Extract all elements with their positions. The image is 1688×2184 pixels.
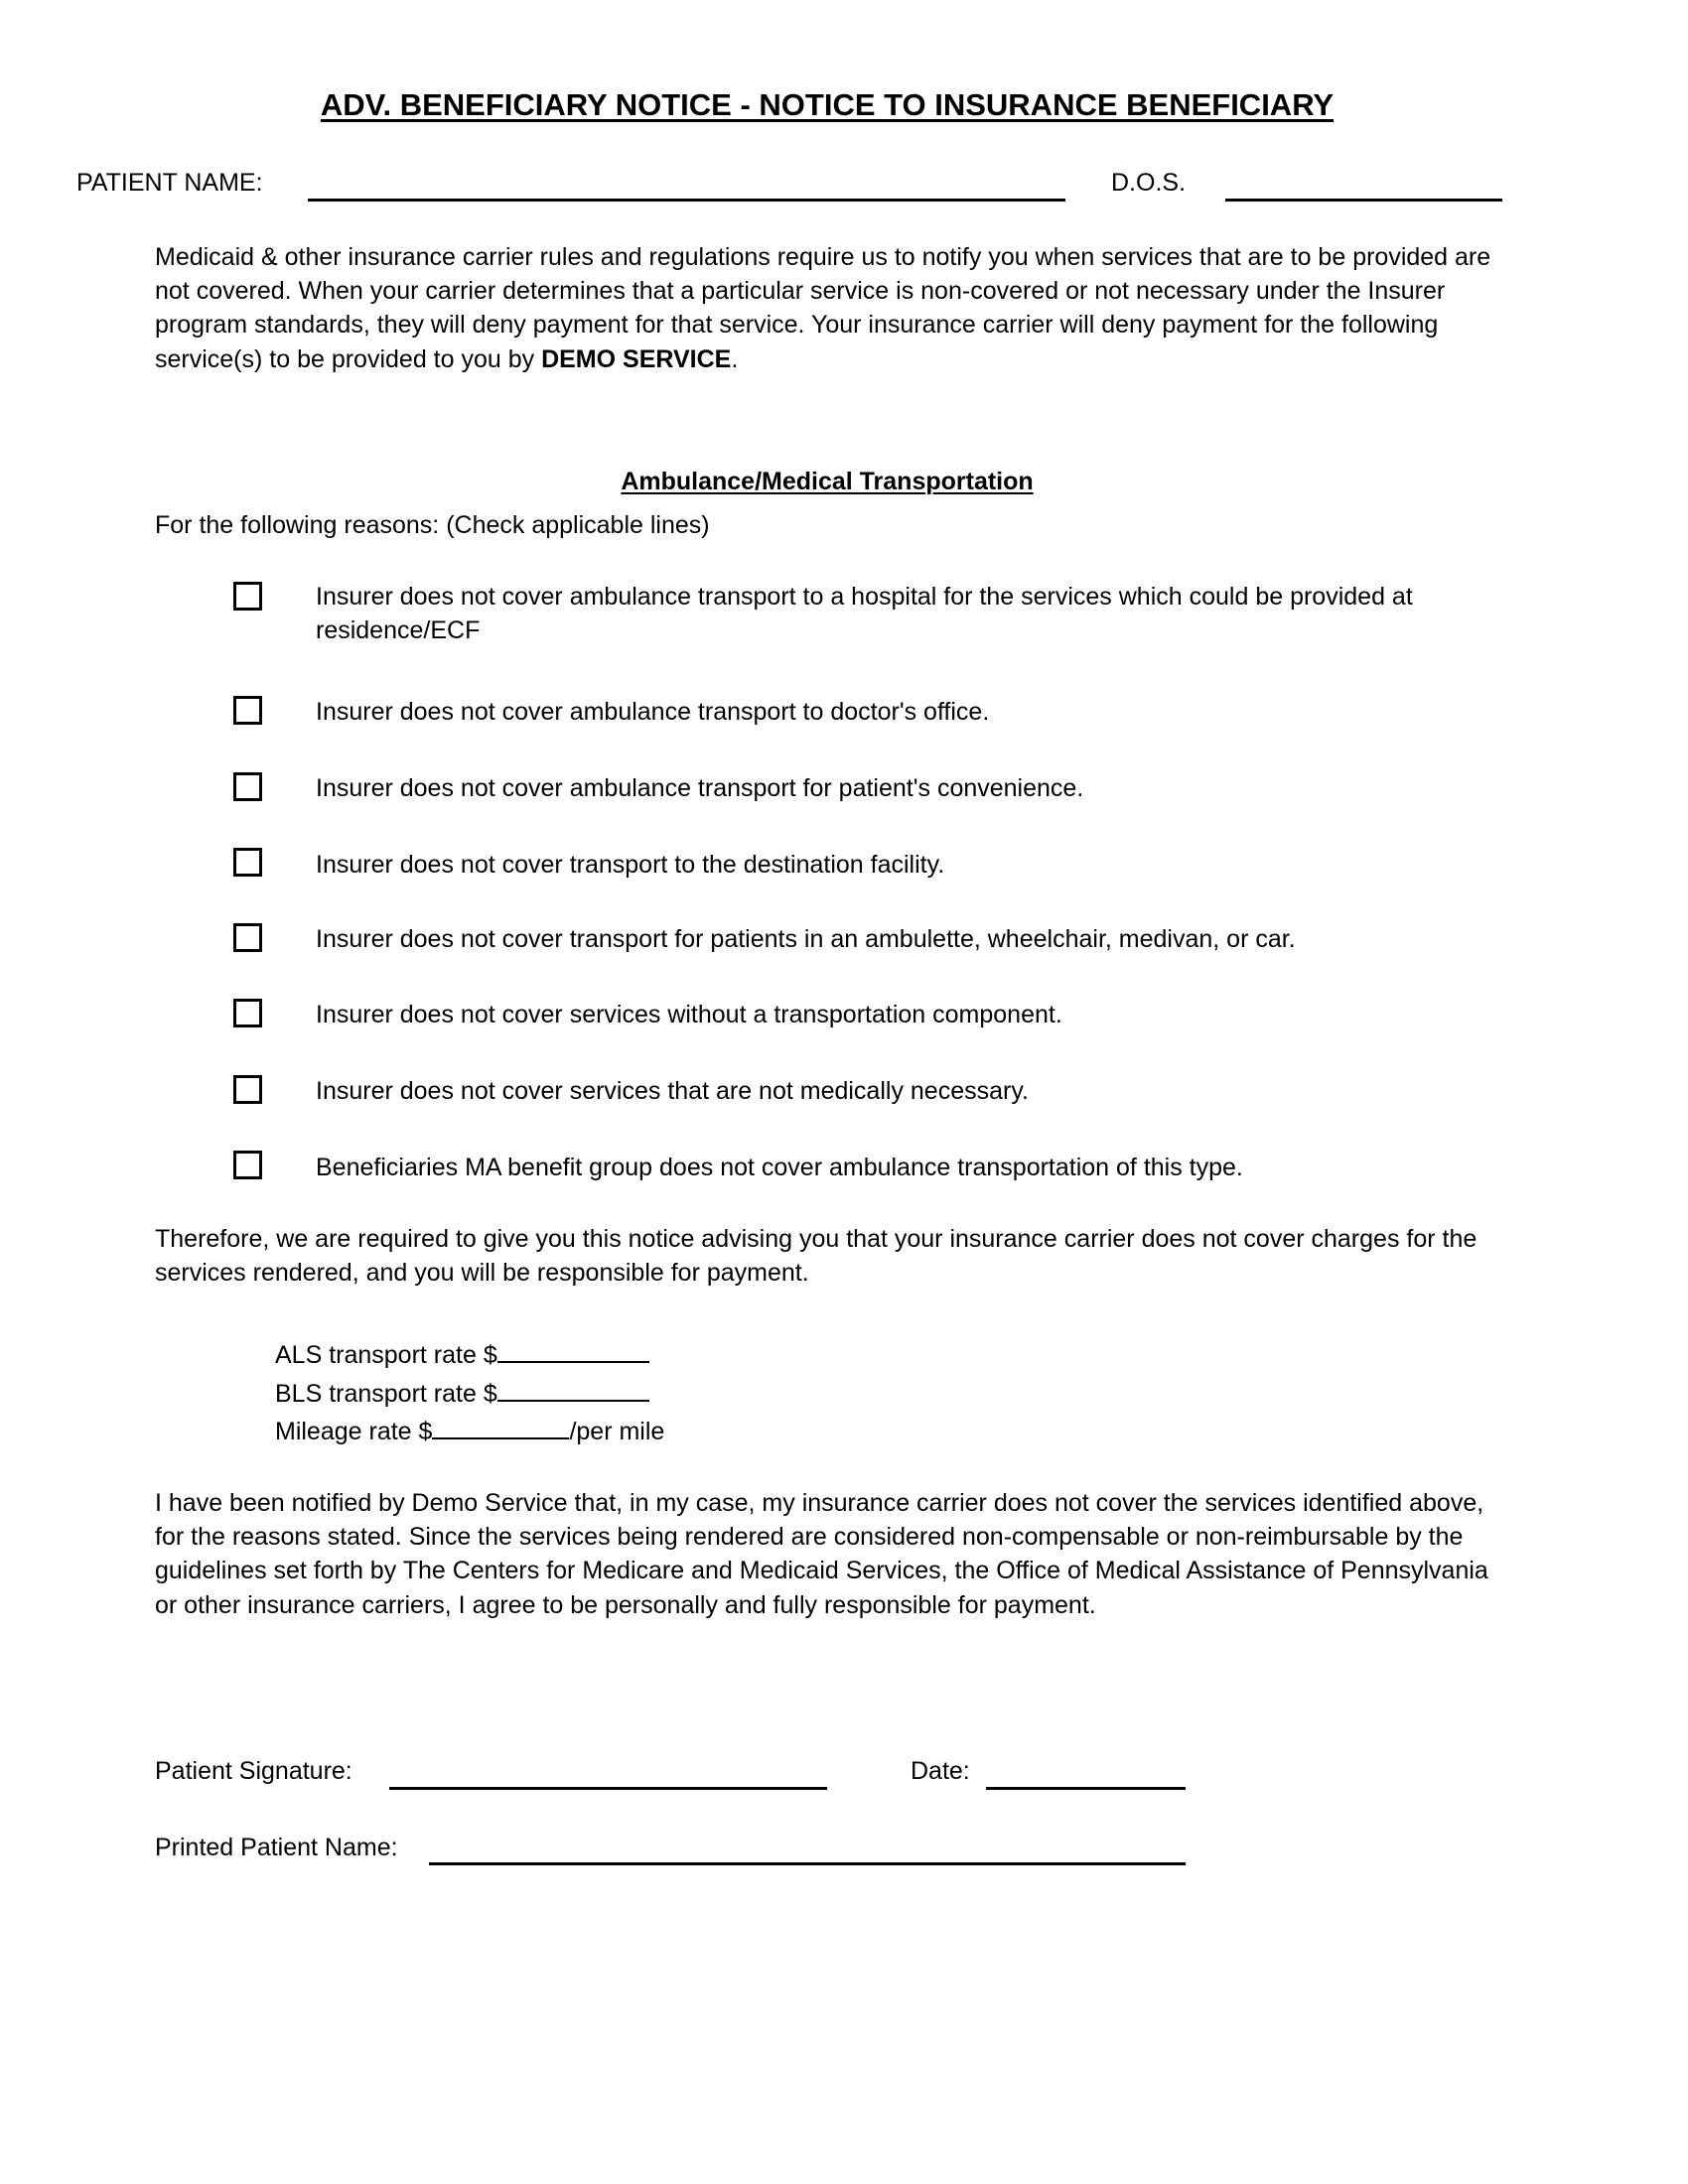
- patient-name-label: PATIENT NAME:: [76, 169, 263, 197]
- printed-name-field[interactable]: [429, 1862, 1186, 1865]
- printed-name-label: Printed Patient Name:: [155, 1834, 398, 1861]
- reason-checkbox-2[interactable]: [233, 696, 262, 725]
- reason-checkbox-6[interactable]: [233, 999, 262, 1027]
- reason-checkbox-8[interactable]: [233, 1151, 262, 1179]
- date-field[interactable]: [986, 1787, 1186, 1790]
- reason-label-2: Insurer does not cover ambulance transport to doctor's office.: [316, 698, 990, 726]
- als-rate-field[interactable]: [497, 1339, 649, 1363]
- reason-checkbox-1[interactable]: [233, 582, 262, 611]
- patient-name-field[interactable]: [308, 199, 1065, 202]
- intro-paragraph: [155, 240, 1505, 376]
- date-label: Date:: [911, 1757, 970, 1785]
- mileage-rate-row: [275, 1415, 664, 1448]
- mileage-rate-field[interactable]: [432, 1416, 569, 1439]
- als-rate-label: ALS transport rate $: [275, 1341, 497, 1369]
- reason-label-1: Insurer does not cover ambulance transport to a hospital for the services which could be provided at residence/ECF: [316, 583, 1413, 644]
- bls-rate-label: BLS transport rate $: [275, 1380, 497, 1408]
- reason-checkbox-4[interactable]: [233, 848, 262, 877]
- signature-label: Patient Signature:: [155, 1757, 352, 1785]
- mileage-rate-label: Mileage rate $: [275, 1418, 433, 1445]
- reason-label-5: Insurer does not cover transport for patients in an ambulette, wheelchair, medivan, or car.: [316, 925, 1296, 953]
- mileage-rate-suffix: /per mile: [569, 1418, 665, 1445]
- reason-label-7: Insurer does not cover services that are not medically necessary.: [316, 1077, 1029, 1105]
- als-rate-row: [275, 1338, 649, 1372]
- acknowledgement-paragraph: I have been notified by Demo Service that, in my case, my insurance carrier does not cover the services identified above, for the reasons stated. Since the services being rendered are considered non-compensable or non-reimbursable by the guidelines set forth by The Centers for Medicare and Medicaid Services, the Office of Medical Assistance of Pennsylvania or other insurance carriers, I agree to be personally and fully responsible for payment.: [155, 1489, 1488, 1619]
- reason-checkbox-7[interactable]: [233, 1075, 262, 1104]
- reason-checkbox-3[interactable]: [233, 772, 262, 801]
- intro-text: Medicaid & other insurance carrier rules and regulations require us to notify you when services that are to be provided are not covered. When your carrier determines that a particular service is non-covered or not necessary under the Insurer program standards, they will deny payment for that service. Your insurance carrier will deny payment for the following service(s) to be provided to you by: [155, 243, 1491, 373]
- section-heading: Ambulance/Medical Transportation: [621, 468, 1034, 495]
- dos-field[interactable]: [1225, 199, 1502, 202]
- bls-rate-row: [275, 1377, 649, 1411]
- provider-name: DEMO SERVICE: [541, 344, 732, 373]
- reasons-intro: For the following reasons: (Check applicable lines): [155, 511, 710, 539]
- reason-checkbox-5[interactable]: [233, 923, 262, 952]
- bls-rate-field[interactable]: [497, 1378, 649, 1402]
- therefore-paragraph: Therefore, we are required to give you this notice advising you that your insurance carrier does not cover charges for the services rendered, and you will be responsible for payment.: [155, 1225, 1477, 1288]
- dos-label: D.O.S.: [1111, 169, 1187, 197]
- intro-end: .: [731, 344, 739, 373]
- signature-field[interactable]: [389, 1787, 827, 1790]
- reason-label-4: Insurer does not cover transport to the destination facility.: [316, 851, 945, 879]
- reason-label-3: Insurer does not cover ambulance transport for patient's convenience.: [316, 774, 1084, 802]
- reason-label-8: Beneficiaries MA benefit group does not cover ambulance transportation of this type.: [316, 1154, 1243, 1181]
- document-title: ADV. BENEFICIARY NOTICE - NOTICE TO INSURANCE BENEFICIARY: [320, 87, 1335, 122]
- reason-label-6: Insurer does not cover services without a transportation component.: [316, 1001, 1062, 1028]
